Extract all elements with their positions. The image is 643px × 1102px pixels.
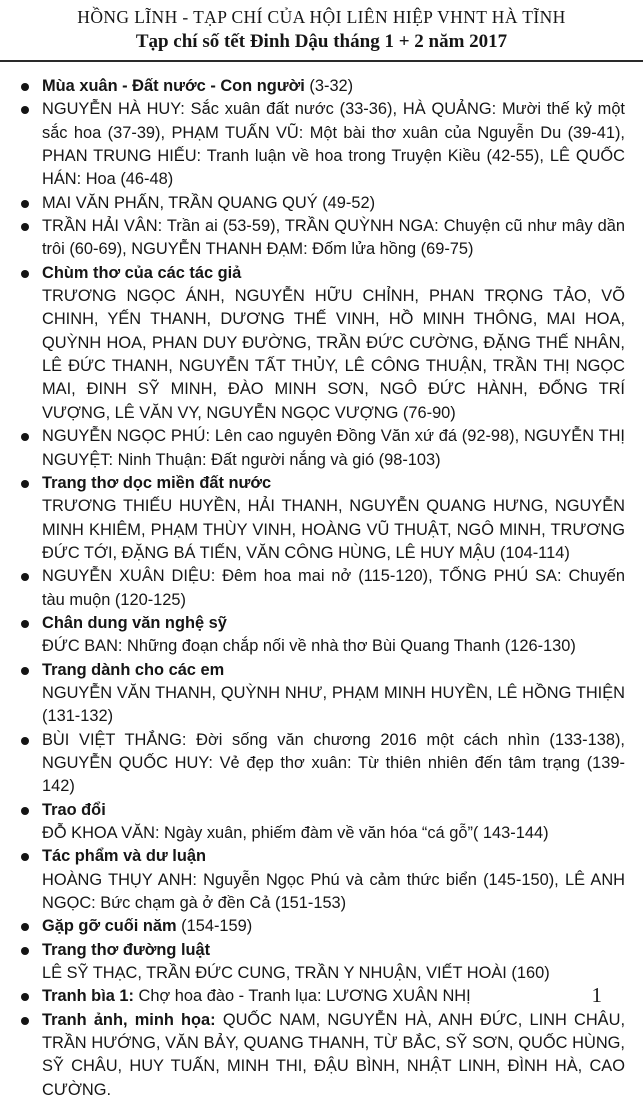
- toc-item: [20, 472, 625, 565]
- toc-item-heading: Trao đổi: [42, 800, 106, 819]
- toc-item-text: TRƯƠNG THIẾU HUYỀN, HẢI THANH, NGUYỄN QUANG HƯNG, NGUYỄN MINH KHIÊM, PHẠM THÙY VINH, HOÀNG VŨ THUẬT, NGÔ MINH, TRƯƠNG ĐỨC TỚI, ĐẶNG BÁ TIẾN, VĂN CÔNG HÙNG, LÊ HUY MẬU (104-114): [42, 497, 625, 562]
- toc-item-heading: Trang thơ đường luật: [42, 940, 211, 959]
- toc-item-text: TRƯƠNG NGỌC ÁNH, NGUYỄN HỮU CHỈNH, PHAN TRỌNG TẢO, VÕ CHINH, YẾN THANH, DƯƠNG THẾ VINH, HỒ MINH THÔNG, MAI HOA, QUỲNH HOA, PHAN DUY ĐƯỜNG, TRẦN ĐỨC CƯỜNG, ĐẶNG THẾ NHÂN, LÊ ĐỨC THANH, NGUYỄN TẤT THỦY, LÊ CÔNG THUẬN, TRẦN THỊ NGỌC MAI, ĐINH SỸ MINH, ĐÀO MINH SƠN, NGÔ ĐỨC HÀNH, ĐỔNG TRÍ VƯỢNG, LÊ VĂN VY, NGUYỄN NGỌC VƯỢNG (76-90): [42, 287, 625, 422]
- toc-item-heading: Gặp gỡ cuối năm: [42, 917, 177, 936]
- toc-item-text: BÙI VIỆT THẮNG: Đời sống văn chương 2016 một cách nhìn (133-138), NGUYỄN QUỐC HUY: Vẻ đẹp thơ xuân: Từ thiên nhiên đến tâm trạng (139-142): [42, 730, 625, 796]
- toc-item-heading: Tranh ảnh, minh họa:: [42, 1010, 216, 1029]
- toc-item: [20, 985, 625, 1008]
- bullet-icon: [21, 993, 29, 1001]
- toc-item: [20, 215, 625, 262]
- toc-item-text: (3-32): [304, 77, 354, 95]
- bullet-icon: [21, 667, 29, 675]
- toc-item-text: LÊ SỸ THẠC, TRẦN ĐỨC CUNG, TRẦN Y NHUẬN, VIẾT HOÀI (160): [42, 964, 550, 983]
- bullet-icon: [21, 480, 29, 488]
- toc-item-heading: Chân dung văn nghệ sỹ: [42, 613, 227, 632]
- toc-item-text: TRẦN HẢI VÂN: Trần ai (53-59), TRẦN QUỲNH NGA: Chuyện cũ như mây dần trôi (60-69), NGUYỄN THANH ĐẠM: Đốm lửa hồng (69-75): [42, 217, 625, 259]
- bullet-icon: [21, 83, 29, 91]
- bullet-icon: [21, 270, 29, 278]
- toc-item: [20, 98, 625, 191]
- bullet-icon: [21, 200, 29, 208]
- toc-item: [20, 612, 625, 659]
- toc-item-text: ĐỨC BAN: Những đoạn chắp nối về nhà thơ Bùi Quang Thanh (126-130): [42, 637, 576, 656]
- toc-item: [20, 425, 625, 472]
- bullet-icon: [21, 737, 29, 745]
- toc-item: [20, 915, 625, 938]
- bullet-icon: [21, 947, 29, 955]
- toc-item: [20, 845, 625, 915]
- toc-item-text: NGUYỄN HÀ HUY: Sắc xuân đất nước (33-36), HÀ QUẢNG: Mười thế kỷ một sắc hoa (37-39), PHẠM TUẤN VŨ: Một bài thơ xuân của Nguyễn Du (39-41), PHAN TRUNG HIẾU: Tranh luận về hoa trong Truyện Kiều (42-55), LÊ QUỐC HÁN: Hoa (46-48): [42, 100, 625, 189]
- toc-item-text: NGUYỄN VĂN THANH, QUỲNH NHƯ, PHẠM MINH HUYỀN, LÊ HỒNG THIỆN (131-132): [42, 683, 625, 726]
- toc-item-text: MAI VĂN PHẤN, TRẦN QUANG QUÝ (49-52): [42, 193, 376, 212]
- toc-item-text: (154-159): [176, 917, 253, 936]
- toc-item-heading: Trang thơ dọc miền đất nước: [42, 473, 272, 492]
- toc-item: [20, 729, 625, 799]
- toc-item-text: QUỐC NAM, NGUYỄN HÀ, ANH ĐỨC, LINH CHÂU, TRẦN HƯỚNG, VĂN BẢY, QUANG THANH, TỪ BẮC, SỸ SƠN, QUỐC HÙNG, SỸ CHÂU, HUY TUẤN, MINH THI, ĐẬU BÌNH, NHẬT LINH, ĐÌNH HÀ, CAO CƯỜNG.: [42, 1010, 626, 1099]
- bullet-icon: [21, 620, 29, 628]
- toc-item-heading: Chùm thơ của các tác giả: [42, 263, 242, 282]
- toc-item: [20, 939, 625, 986]
- bullet-icon: [21, 106, 29, 114]
- toc-item-text: HOÀNG THỤY ANH: Nguyễn Ngọc Phú và cảm thức biển (145-150), LÊ ANH NGỌC: Bức chạm gà ở đền Cả (151-153): [42, 870, 625, 913]
- page-number: 1: [591, 983, 602, 1007]
- toc-item-text: NGUYỄN XUÂN DIỆU: Đêm hoa mai nở (115-120), TỐNG PHÚ SA: Chuyến tàu muộn (120-125): [42, 567, 625, 609]
- toc-item: [20, 659, 625, 729]
- bullet-icon: [21, 433, 29, 441]
- toc-item-heading: Mùa xuân - Đất nước - Con người: [42, 77, 305, 95]
- toc-list: [0, 75, 643, 1102]
- toc-item-heading: Tác phẩm và dư luận: [42, 847, 206, 866]
- header-divider: [0, 60, 643, 62]
- toc-item: [20, 262, 625, 425]
- bullet-icon: [21, 853, 29, 861]
- toc-item: [20, 1009, 625, 1102]
- masthead: [0, 0, 643, 62]
- toc-item: [20, 75, 625, 98]
- toc-item-heading: Trang dành cho các em: [42, 660, 225, 679]
- issue-subtitle: Tạp chí số tết Đinh Dậu tháng 1 + 2 năm 2017: [135, 31, 508, 52]
- magazine-title: HỒNG LĨNH - TẠP CHÍ CỦA HỘI LIÊN HIỆP VHNT HÀ TĨNH: [77, 7, 566, 27]
- toc-item-text: Chợ hoa đào - Tranh lụa: LƯƠNG XUÂN NHỊ: [134, 987, 471, 1006]
- toc-item-text: ĐỖ KHOA VĂN: Ngày xuân, phiếm đàm về văn hóa “cá gỗ”( 143-144): [42, 824, 549, 842]
- bullet-icon: [21, 573, 29, 581]
- bullet-icon: [21, 923, 29, 931]
- toc-item: [20, 192, 625, 215]
- toc-item-heading: Tranh bìa 1:: [42, 987, 134, 1006]
- toc-item-text: NGUYỄN NGỌC PHÚ: Lên cao nguyên Đồng Văn xứ đá (92-98), NGUYỄN THỊ NGUYỆT: Ninh Thuận: Đất người nắng và gió (98-103): [42, 427, 625, 469]
- toc-item: [20, 799, 625, 846]
- toc-item: [20, 565, 625, 612]
- bullet-icon: [21, 807, 29, 815]
- bullet-icon: [21, 223, 29, 231]
